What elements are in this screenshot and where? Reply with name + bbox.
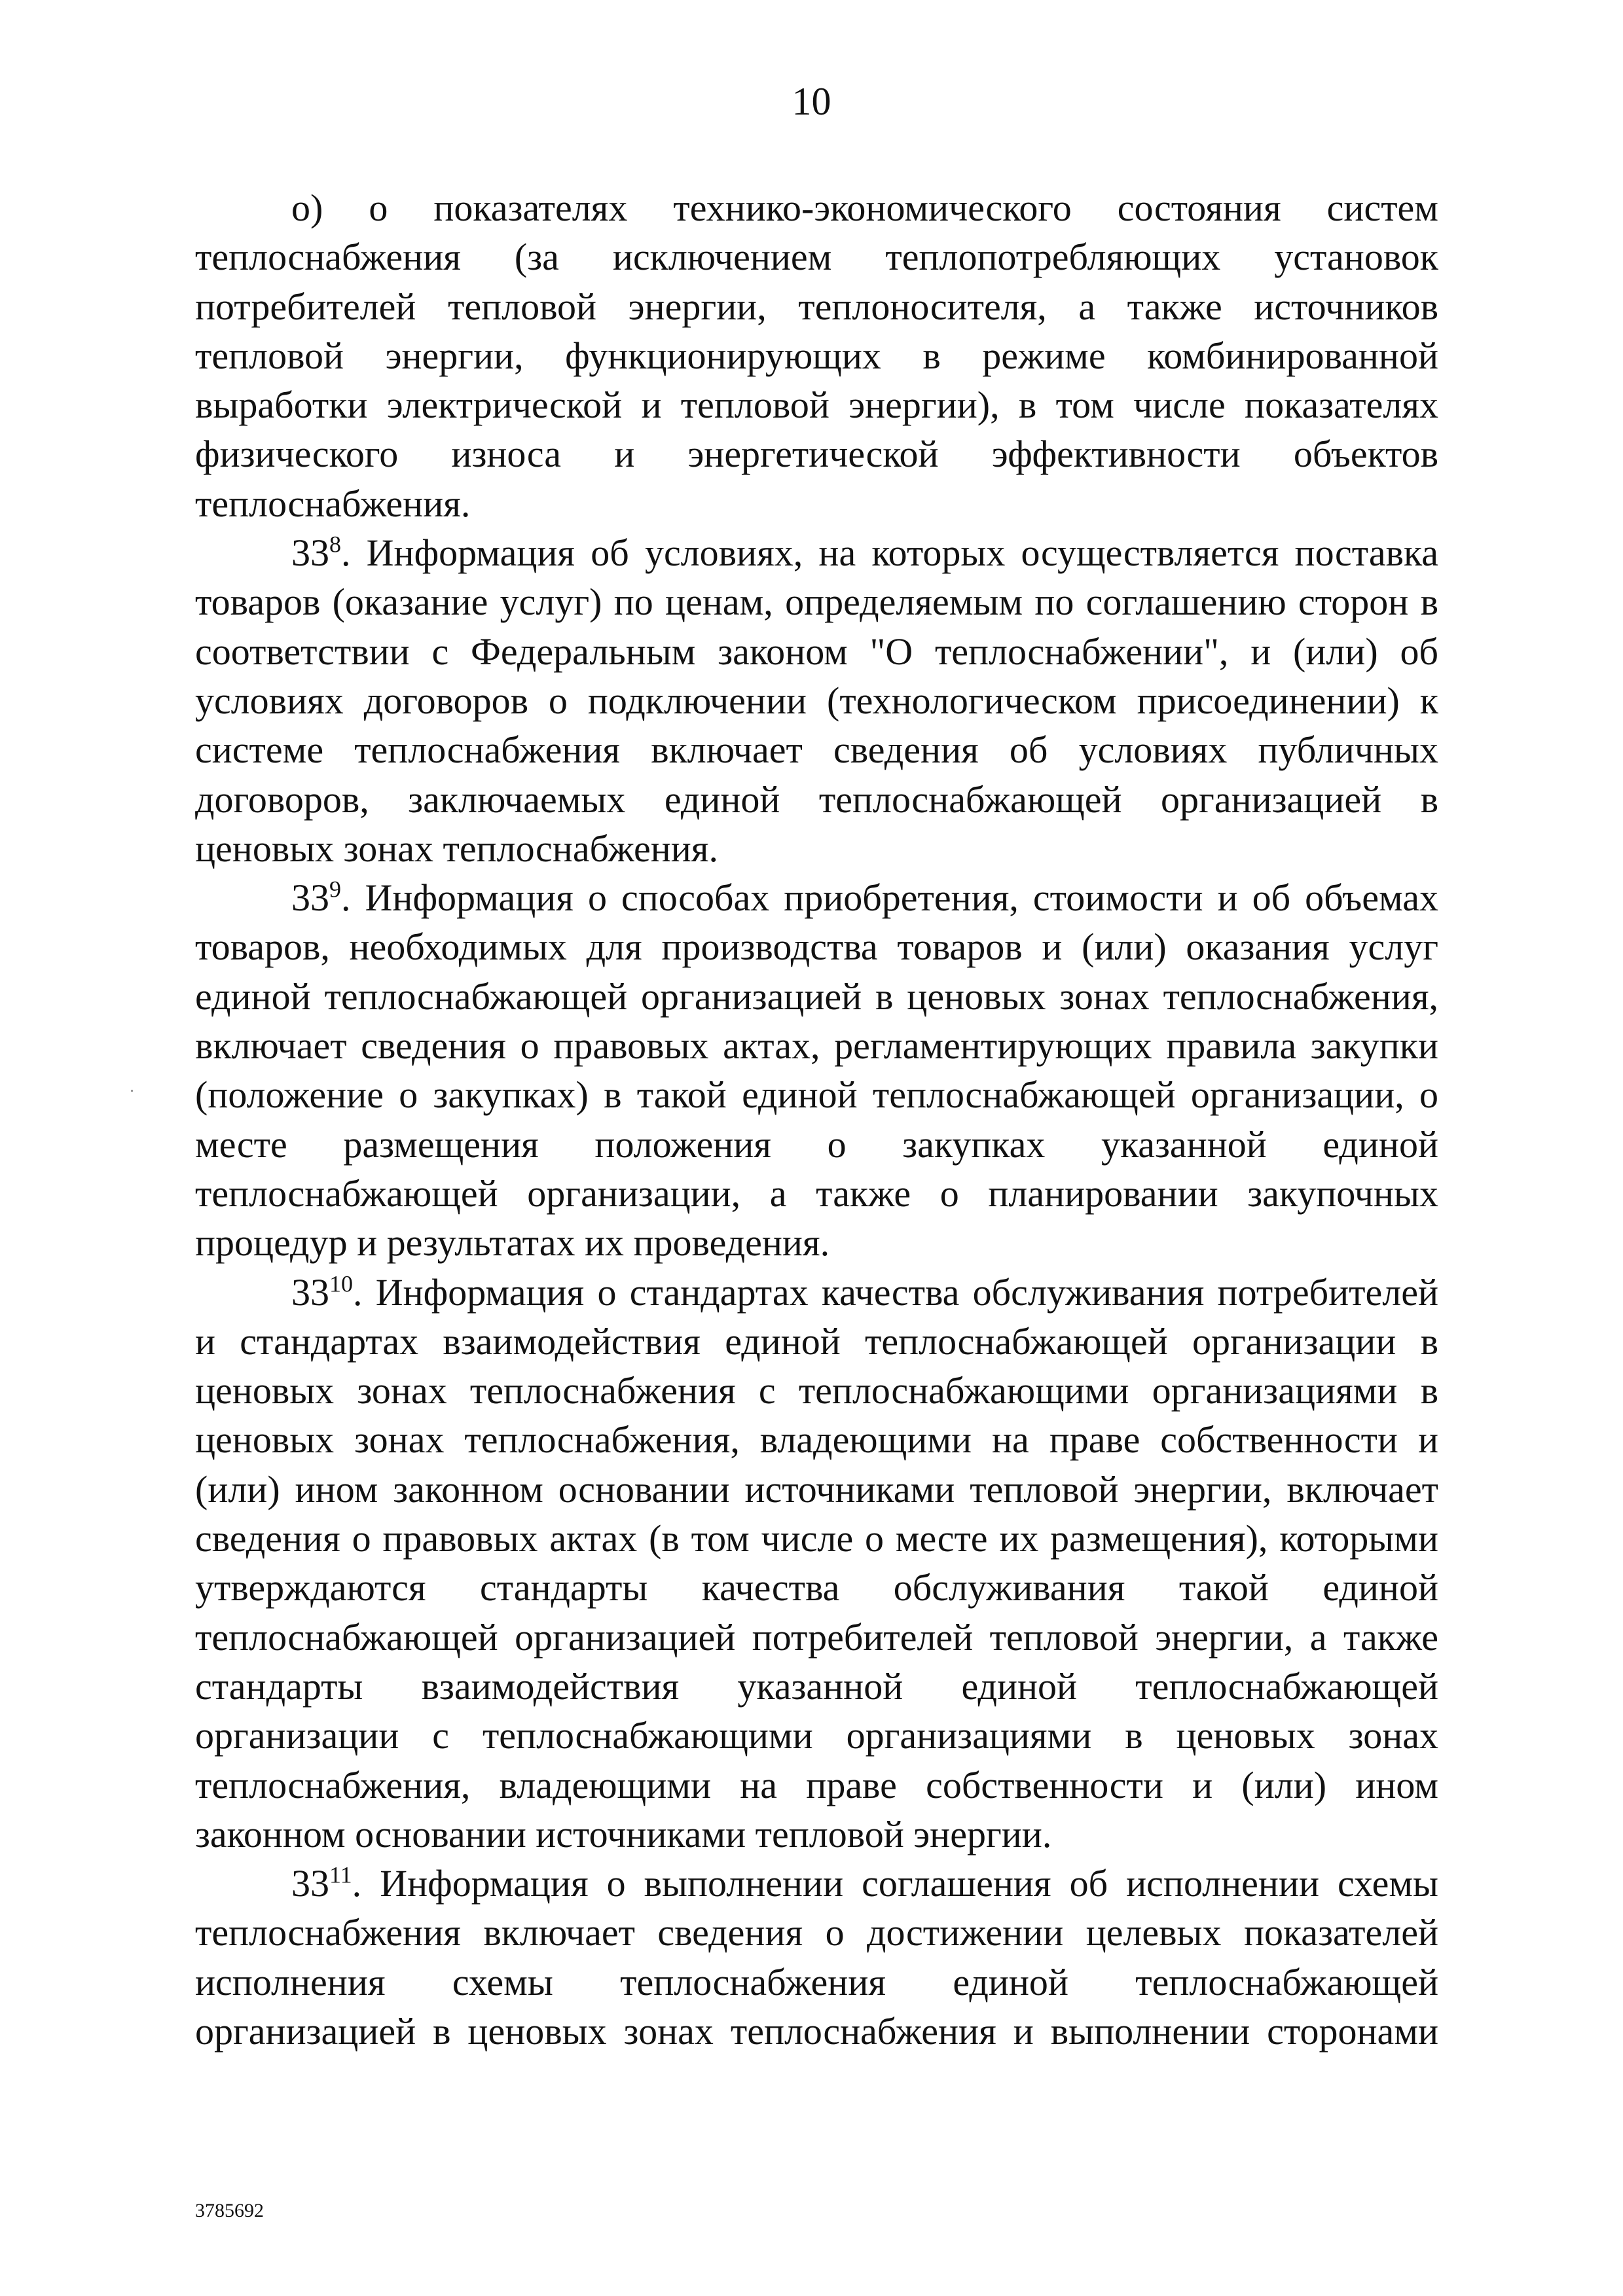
document-body xyxy=(195,183,1438,2056)
paragraph-text: . Информация о стандартах качества обслуживания потребителей и стандартах взаимодействия единой теплоснабжающей организации в ценовых зонах теплоснабжения с теплоснабжающими организациями в ценовых зонах теплоснабжения, владеющими на праве собственности и (или) ином законном основании источниками тепловой энергии, включает сведения о правовых актах (в том числе о месте их размещения), которыми утверждаются стандарты качества обслуживания такой единой теплоснабжающей организацией потребителей тепловой энергии, а также стандарты взаимодействия указанной единой теплоснабжающей организации с теплоснабжающими организациями в ценовых зонах теплоснабжения, владеющими на праве собственности и (или) ином законном основании источниками тепловой энергии. xyxy=(195,1270,1438,1856)
paragraph-number: 33 xyxy=(291,531,329,575)
scan-speck xyxy=(131,1090,133,1092)
paragraph-number: 33 xyxy=(291,876,329,920)
paragraph-number-superscript: 9 xyxy=(329,876,341,903)
paragraph-number: 33 xyxy=(291,1862,329,1905)
paragraph-33-9 xyxy=(195,873,1438,1267)
paragraph-item-o xyxy=(195,183,1438,528)
paragraph-33-10 xyxy=(195,1268,1438,1859)
paragraph-text: . Информация о способах приобретения, стоимости и об объемах товаров, необходимых для производства товаров и (или) оказания услуг единой теплоснабжающей организацией в ценовых зонах теплоснабжения, включает сведения о правовых актах, регламентирующих правила закупки (положение о закупках) в такой единой теплоснабжающей организации, о месте размещения положения о закупках указанной единой теплоснабжающей организации, а также о планировании закупочных процедур и результатах их проведения. xyxy=(195,876,1438,1265)
paragraph-text: . Информация об условиях, на которых осуществляется поставка товаров (оказание услуг) по ценам, определяемым по соглашению сторон в соответствии с Федеральным законом "О теплоснабжении", и (или) об условиях договоров о подключении (технологическом присоединении) к системе теплоснабжения включает сведения об условиях публичных договоров, заключаемых единой теплоснабжающей организацией в ценовых зонах теплоснабжения. xyxy=(195,531,1438,870)
paragraph-number-superscript: 10 xyxy=(329,1270,353,1297)
document-code: 3785692 xyxy=(195,2200,264,2221)
paragraph-text: . Информация о выполнении соглашения об исполнении схемы теплоснабжения включает сведения о достижении целевых показателей исполнения схемы теплоснабжения единой теплоснабжающей организацией в ценовых зонах теплоснабжения и выполнении сторонами xyxy=(195,1862,1438,2053)
paragraph-number: 33 xyxy=(291,1270,329,1314)
paragraph-lead: о) о xyxy=(291,187,388,229)
paragraph-33-11 xyxy=(195,1859,1438,2056)
paragraph-number-superscript: 8 xyxy=(329,531,341,558)
paragraph-33-8 xyxy=(195,528,1438,873)
page-number: 10 xyxy=(792,80,831,123)
paragraph-text: показателях технико-экономического состояния систем теплоснабжения (за исключением теплопотребляющих установок потребителей тепловой энергии, теплоносителя, а также источников тепловой энергии, функционирующих в режиме комбинированной выработки электрической и тепловой энергии), в том числе показателях физического износа и энергетической эффективности объектов теплоснабжения. xyxy=(195,187,1438,525)
paragraph-number-superscript: 11 xyxy=(329,1861,352,1888)
